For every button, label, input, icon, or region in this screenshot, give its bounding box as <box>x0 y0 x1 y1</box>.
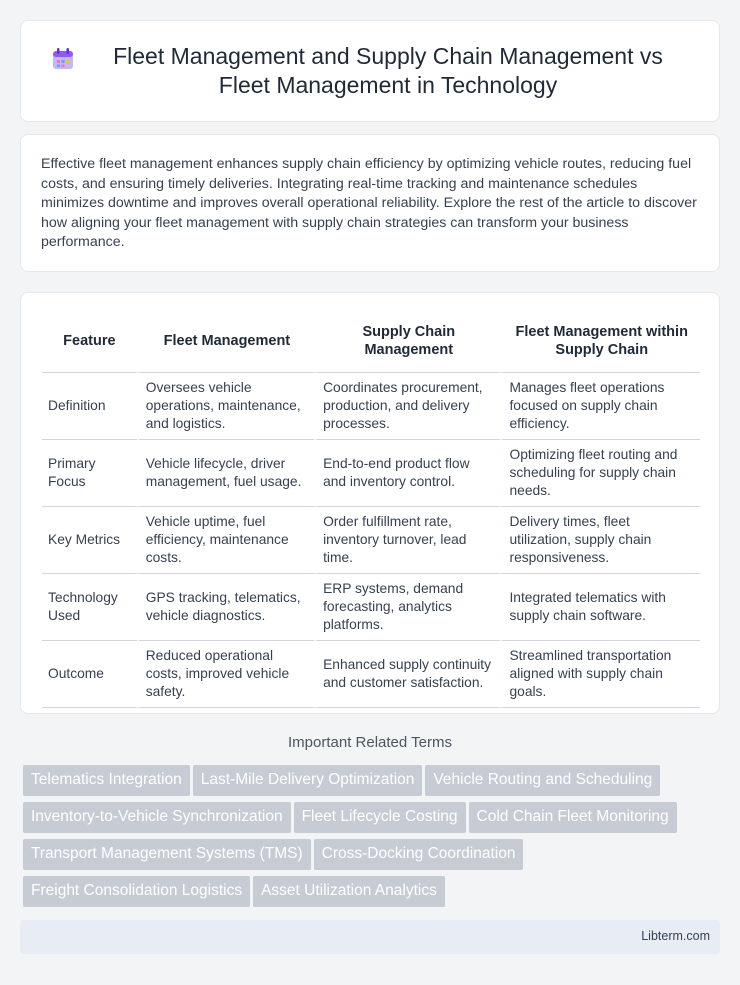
header-supply-chain-management: Supply Chain Management <box>314 309 500 373</box>
related-terms-list <box>23 765 723 913</box>
table-cell: Delivery times, fleet utilization, supply chain responsiveness. <box>500 507 700 574</box>
table-row <box>42 641 700 708</box>
term-tag[interactable]: Asset Utilization Analytics <box>253 876 445 907</box>
term-tag[interactable]: Transport Management Systems (TMS) <box>23 839 311 870</box>
table-cell: Vehicle lifecycle, driver management, fuel usage. <box>137 440 314 507</box>
table-cell: Reduced operational costs, improved vehicle safety. <box>137 641 314 708</box>
table-row <box>42 440 700 507</box>
table-cell: ERP systems, demand forecasting, analytics platforms. <box>314 574 500 641</box>
table-header-row <box>42 309 700 373</box>
table-cell: End-to-end product flow and inventory control. <box>314 440 500 507</box>
title-card <box>20 20 720 122</box>
header-fleet-within-supply-chain: Fleet Management within Supply Chain <box>500 309 700 373</box>
intro-paragraph: Effective fleet management enhances supply chain efficiency by optimizing vehicle routes, reducing fuel costs, and ensuring timely deliveries. Integrating real-time tracking and maintenance schedules minimizes downtime and improves overall operational reliability. Explore the rest of the article to discover how aligning your fleet management with supply chain strategies can transform your business performance. <box>41 156 697 251</box>
term-tag[interactable]: Fleet Lifecycle Costing <box>294 802 466 833</box>
row-feature-cell: Technology Used <box>42 574 137 641</box>
related-terms-heading: Important Related Terms <box>288 734 452 751</box>
term-tag[interactable]: Inventory-to-Vehicle Synchronization <box>23 802 291 833</box>
comparison-table <box>42 309 700 708</box>
calendar-icon <box>50 46 76 72</box>
table-row <box>42 373 700 440</box>
row-feature-cell: Key Metrics <box>42 507 137 574</box>
table-cell: Coordinates procurement, production, and delivery processes. <box>314 373 500 440</box>
comparison-table-card <box>20 292 720 714</box>
table-cell: Oversees vehicle operations, maintenance, and logistics. <box>137 373 314 440</box>
table-cell: Streamlined transportation aligned with supply chain goals. <box>500 641 700 708</box>
title-wrap <box>50 42 690 100</box>
footer-site-link[interactable]: Libterm.com <box>641 929 710 943</box>
intro-card <box>20 134 720 272</box>
row-feature-cell: Outcome <box>42 641 137 708</box>
term-tag[interactable]: Vehicle Routing and Scheduling <box>425 765 660 796</box>
table-cell: Order fulfillment rate, inventory turnover, lead time. <box>314 507 500 574</box>
term-tag[interactable]: Telematics Integration <box>23 765 190 796</box>
header-feature: Feature <box>42 309 137 373</box>
table-cell: Enhanced supply continuity and customer satisfaction. <box>314 641 500 708</box>
footer <box>20 920 720 954</box>
row-feature-cell: Primary Focus <box>42 440 137 507</box>
term-tag[interactable]: Cold Chain Fleet Monitoring <box>469 802 677 833</box>
term-tag[interactable]: Cross-Docking Coordination <box>314 839 524 870</box>
table-cell: Optimizing fleet routing and scheduling for supply chain needs. <box>500 440 700 507</box>
table-row <box>42 507 700 574</box>
table-cell: GPS tracking, telematics, vehicle diagnostics. <box>137 574 314 641</box>
table-row <box>42 574 700 641</box>
term-tag[interactable]: Freight Consolidation Logistics <box>23 876 250 907</box>
term-tag[interactable]: Last-Mile Delivery Optimization <box>193 765 423 796</box>
table-cell: Manages fleet operations focused on supply chain efficiency. <box>500 373 700 440</box>
page-title: Fleet Management and Supply Chain Management vs Fleet Management in Technology <box>113 43 663 98</box>
row-feature-cell: Definition <box>42 373 137 440</box>
table-cell: Vehicle uptime, fuel efficiency, maintenance costs. <box>137 507 314 574</box>
header-fleet-management: Fleet Management <box>137 309 314 373</box>
table-cell: Integrated telematics with supply chain software. <box>500 574 700 641</box>
